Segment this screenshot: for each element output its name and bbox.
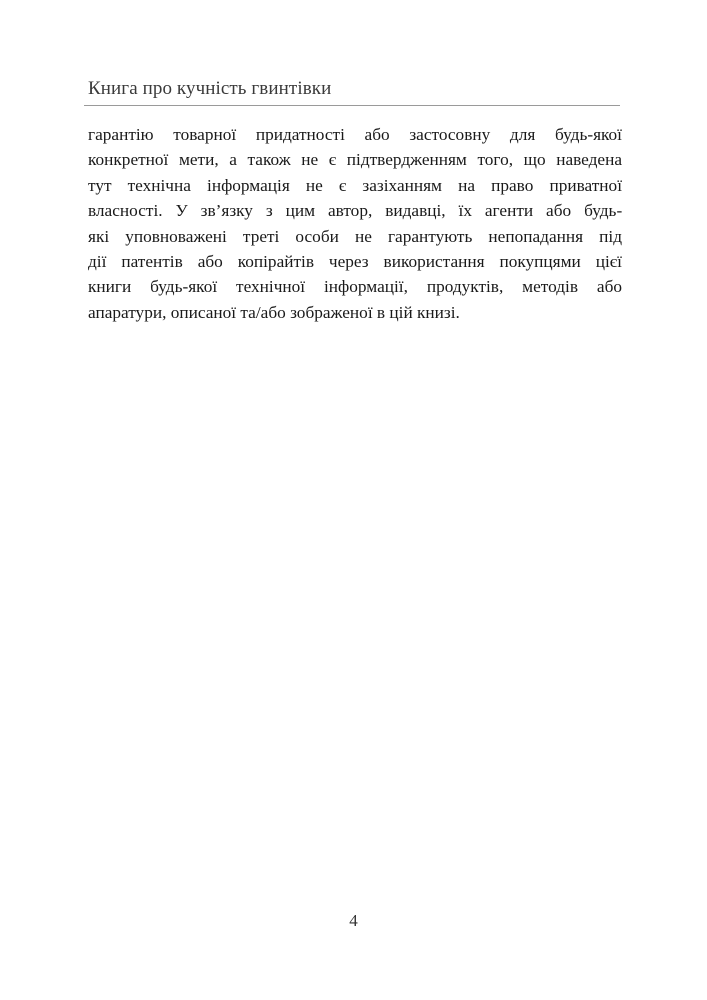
body-line: гарантію товарної придатності або застосовну для будь-якої bbox=[88, 125, 622, 144]
body-line: апаратури, описаної та/або зображеної в цій книзі. bbox=[88, 302, 460, 322]
body-paragraph bbox=[88, 122, 622, 325]
running-header-title: Книга про кучність гвинтівки bbox=[88, 78, 332, 99]
body-line: власності. У зв’язку з цим автор, видавці, їх агенти або будь- bbox=[88, 201, 623, 221]
body-line: які уповноважені треті особи не гарантують непопадання під bbox=[88, 226, 622, 246]
header-divider bbox=[84, 105, 620, 106]
body-line: тут технічна інформація не є зазіханням на право приватної bbox=[88, 175, 622, 195]
body-line: книги будь-якої технічної інформації, продуктів, методів або bbox=[88, 277, 622, 297]
page-number: 4 bbox=[349, 911, 358, 930]
body-line: конкретної мети, а також не є підтвердженням того, що наведена bbox=[88, 150, 622, 170]
body-line: дії патентів або копірайтів через використання покупцями цієї bbox=[88, 252, 622, 272]
